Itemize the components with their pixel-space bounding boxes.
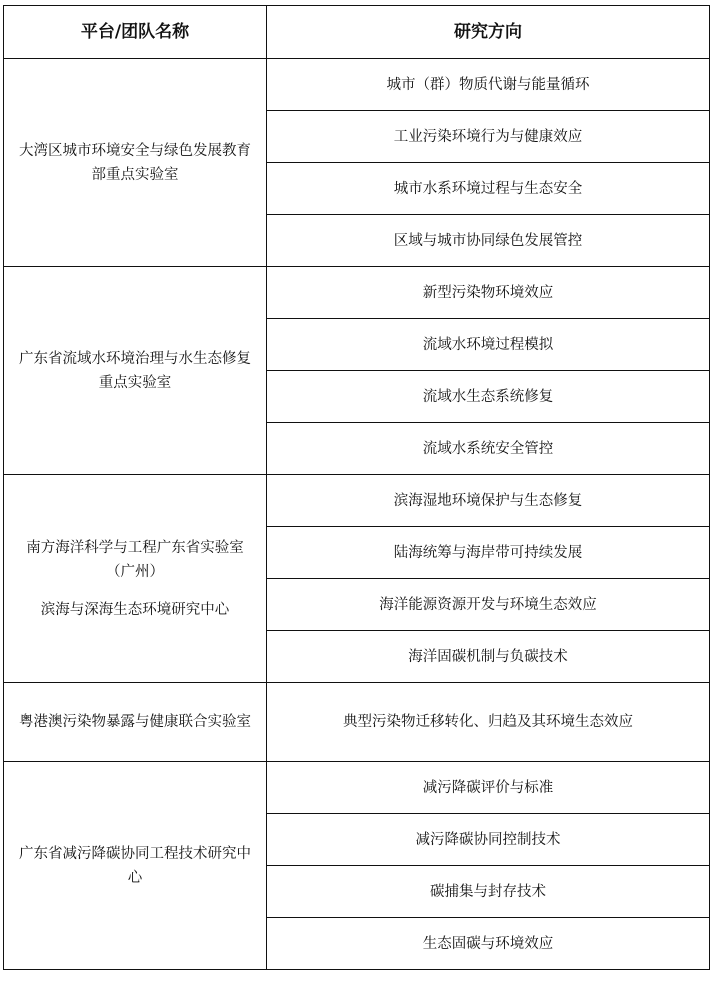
direction-cell: 新型污染物环境效应 — [267, 267, 710, 319]
platform-name-secondary: 滨海与深海生态环境研究中心 — [40, 601, 230, 618]
platform-name: 粤港澳污染物暴露与健康联合实验室 — [19, 714, 251, 730]
platform-cell — [4, 683, 267, 762]
table-row — [4, 59, 710, 111]
direction-cell: 生态固碳与环境效应 — [267, 918, 710, 970]
table-header-row — [4, 6, 710, 59]
direction-cell: 流域水系统安全管控 — [267, 423, 710, 475]
direction-cell: 海洋能源资源开发与环境生态效应 — [267, 579, 710, 631]
direction-cell: 减污降碳协同控制技术 — [267, 814, 710, 866]
direction-cell: 滨海湿地环境保护与生态修复 — [267, 475, 710, 527]
platform-name: 大湾区城市环境安全与绿色发展教育部重点实验室 — [19, 142, 251, 183]
direction-cell: 城市水系环境过程与生态安全 — [267, 163, 710, 215]
platform-name: 南方海洋科学与工程广东省实验室（广州） — [26, 539, 244, 580]
direction-cell: 海洋固碳机制与负碳技术 — [267, 631, 710, 683]
header-research-direction: 研究方向 — [267, 6, 710, 59]
platform-name: 广东省减污降碳协同工程技术研究中心 — [19, 845, 251, 886]
direction-cell: 城市（群）物质代谢与能量循环 — [267, 59, 710, 111]
direction-cell: 工业污染环境行为与健康效应 — [267, 111, 710, 163]
direction-cell: 区域与城市协同绿色发展管控 — [267, 215, 710, 267]
header-platform-name: 平台/团队名称 — [4, 6, 267, 59]
research-platform-table — [3, 5, 710, 970]
direction-cell: 典型污染物迁移转化、归趋及其环境生态效应 — [267, 683, 710, 762]
table-row — [4, 762, 710, 814]
direction-cell: 流域水生态系统修复 — [267, 371, 710, 423]
platform-cell — [4, 59, 267, 267]
table-row — [4, 267, 710, 319]
platform-cell — [4, 475, 267, 683]
platform-name: 广东省流域水环境治理与水生态修复重点实验室 — [19, 350, 251, 391]
direction-cell: 减污降碳评价与标准 — [267, 762, 710, 814]
table-row — [4, 683, 710, 762]
platform-cell — [4, 762, 267, 970]
direction-cell: 流域水环境过程模拟 — [267, 319, 710, 371]
table-row — [4, 475, 710, 527]
direction-cell: 碳捕集与封存技术 — [267, 866, 710, 918]
platform-cell — [4, 267, 267, 475]
direction-cell: 陆海统筹与海岸带可持续发展 — [267, 527, 710, 579]
